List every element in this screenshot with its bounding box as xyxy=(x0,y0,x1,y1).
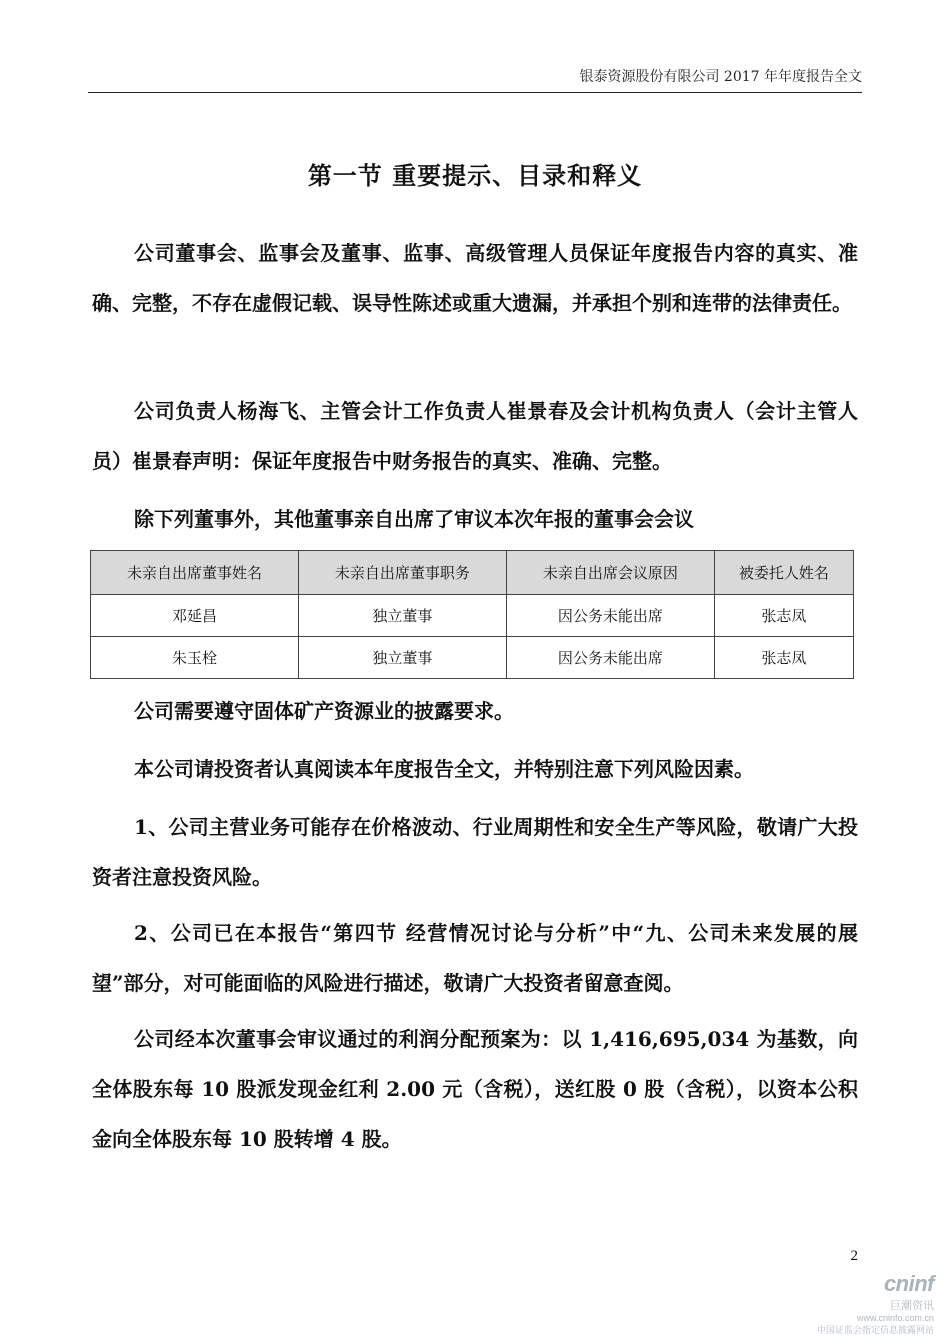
risk-item-2: 2、公司已在本报告“第四节 经营情况讨论与分析”中“九、公司未来发展的展望”部分，对可能面临的风险进行描述，敬请广大投资者留意查阅。 xyxy=(92,921,858,995)
cninfo-url: www.cninfo.com.cn xyxy=(856,1313,934,1323)
table-row xyxy=(91,637,854,679)
table-header-row xyxy=(91,551,854,595)
absent-directors-table xyxy=(90,550,854,679)
responsibility-statement: 公司董事会、监事会及董事、监事、高级管理人员保证年度报告内容的真实、准确、完整，不存在虚假记载、误导性陈述或重大遗漏，并承担个别和连带的法律责任。 xyxy=(92,241,858,315)
column-header: 被委托人姓名 xyxy=(714,551,853,595)
disclosure-requirement: 公司需要遵守固体矿产资源业的披露要求。 xyxy=(134,699,514,723)
table-cell: 因公务未能出席 xyxy=(506,595,714,637)
cninfo-brand: cninf xyxy=(883,1271,934,1296)
table-cell: 张志凤 xyxy=(714,595,853,637)
section-title: 第一节 重要提示、目录和释义 xyxy=(307,161,643,190)
table-cell: 因公务未能出席 xyxy=(506,637,714,679)
financial-report-statement: 公司负责人杨海飞、主管会计工作负责人崔景春及会计机构负责人（会计主管人员）崔景春声明：保证年度报告中财务报告的真实、准确、完整。 xyxy=(92,399,858,473)
table-row xyxy=(91,595,854,637)
table-cell: 独立董事 xyxy=(298,637,506,679)
cninfo-footer: 中国证监会指定信息披露网站 xyxy=(816,1325,934,1335)
cninfo-cn-name: 巨潮资讯 xyxy=(890,1299,934,1312)
risk-item-1: 1、公司主营业务可能存在价格波动、行业周期性和安全生产等风险，敬请广大投资者注意投资风险。 xyxy=(92,815,858,889)
absent-directors-intro: 除下列董事外，其他董事亲自出席了审议本次年报的董事会会议 xyxy=(134,507,694,531)
table-cell: 邓延昌 xyxy=(91,595,299,637)
cninfo-watermark-logo xyxy=(817,1271,934,1336)
column-header: 未亲自出席董事职务 xyxy=(298,551,506,595)
table-cell: 张志凤 xyxy=(714,637,853,679)
profit-distribution-plan: 公司经本次董事会审议通过的利润分配预案为：以 1,416,695,034 为基数，向全体股东每 10 股派发现金红利 2.00 元（含税），送红股 0 股（含税），以资本公积金向全体股东每 10 股转增 4 股。 xyxy=(92,1027,858,1151)
table-cell: 独立董事 xyxy=(298,595,506,637)
column-header: 未亲自出席会议原因 xyxy=(506,551,714,595)
column-header: 未亲自出席董事姓名 xyxy=(91,551,299,595)
page-number: 2 xyxy=(850,1248,858,1264)
running-header: 银泰资源股份有限公司 2017 年年度报告全文 xyxy=(88,66,862,93)
risk-notice-intro: 本公司请投资者认真阅读本年度报告全文，并特别注意下列风险因素。 xyxy=(134,757,754,781)
table-cell: 朱玉栓 xyxy=(91,637,299,679)
